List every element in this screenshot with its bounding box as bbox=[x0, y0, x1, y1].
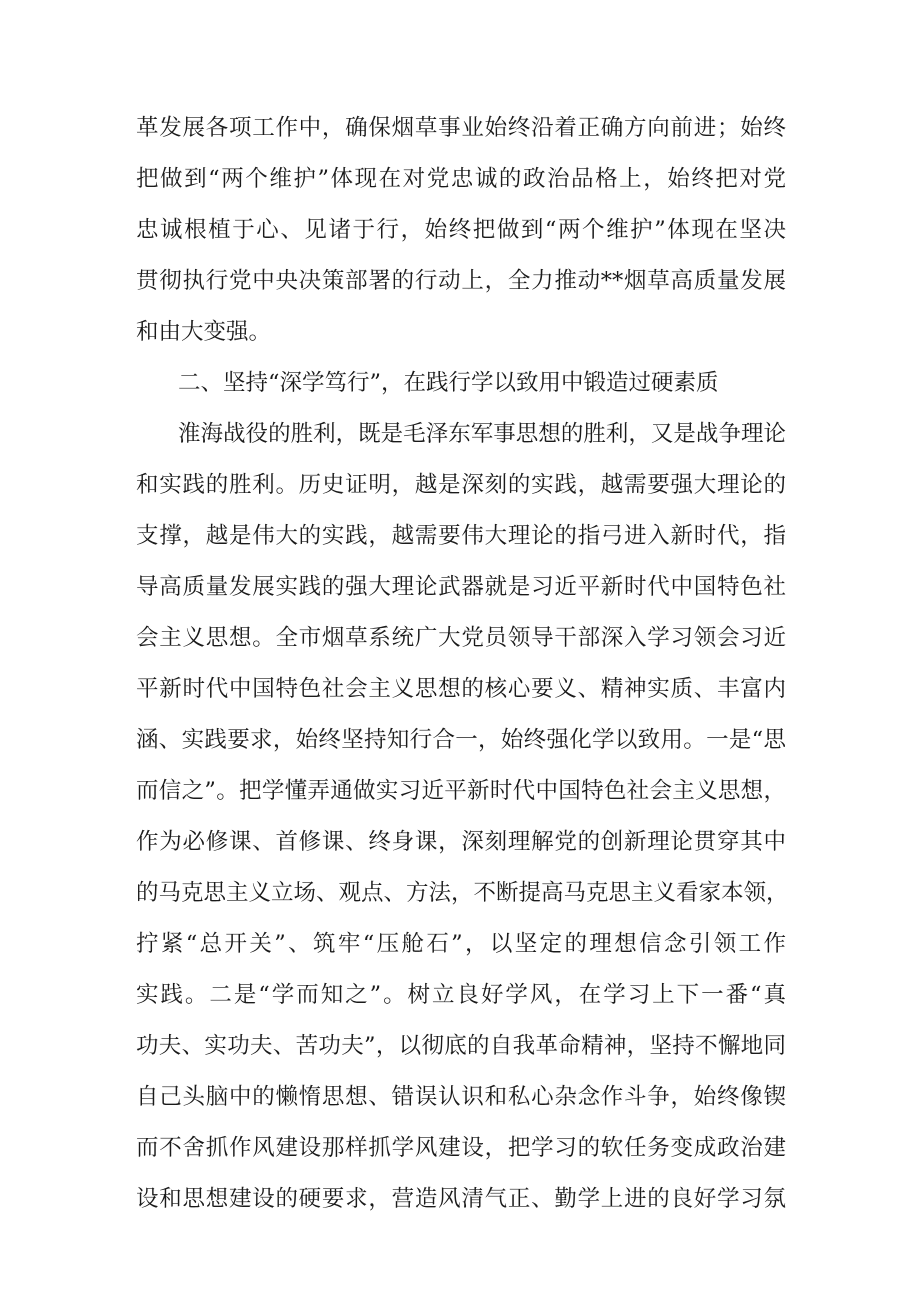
paragraph-2-line-13: 功夫、实功夫、苦功夫”，以彻底的自我革命精神，坚持不懈地同 bbox=[136, 1033, 786, 1059]
paragraph-2-line-2: 和实践的胜利。历史证明，越是深刻的实践，越需要强大理论的 bbox=[136, 472, 786, 498]
paragraph-1-line-1: 革发展各项工作中，确保烟草事业始终沿着正确方向前进；始终 bbox=[136, 115, 786, 141]
paragraph-2-line-15: 而不舍抓作风建设那样抓学风建设，把学习的软任务变成政治建 bbox=[136, 1135, 786, 1161]
paragraph-1-line-5: 和由大变强。 bbox=[136, 319, 272, 345]
paragraph-2-line-6: 平新时代中国特色社会主义思想的核心要义、精神实质、丰富内 bbox=[136, 676, 786, 702]
paragraph-2-line-4: 导高质量发展实践的强大理论武器就是习近平新时代中国特色社 bbox=[136, 574, 786, 600]
paragraph-2-line-7: 涵、实践要求，始终坚持知行合一，始终强化学以致用。一是“思 bbox=[136, 727, 786, 753]
paragraph-2-line-12: 实践。二是“学而知之”。树立良好学风，在学习上下一番“真 bbox=[136, 982, 786, 1008]
paragraph-1-line-2: 把做到“两个维护”体现在对党忠诚的政治品格上，始终把对党 bbox=[136, 166, 786, 192]
paragraph-2-line-16: 设和思想建设的硬要求，营造风清气正、勤学上进的良好学习氛 bbox=[136, 1186, 786, 1212]
paragraph-1-line-3: 忠诚根植于心、见诸于行，始终把做到“两个维护”体现在坚决 bbox=[136, 217, 786, 243]
paragraph-2-line-9: 作为必修课、首修课、终身课，深刻理解党的创新理论贯穿其中 bbox=[136, 829, 786, 855]
paragraph-2-line-5: 会主义思想。全市烟草系统广大党员领导干部深入学习领会习近 bbox=[136, 625, 786, 651]
paragraph-2-line-1: 淮海战役的胜利，既是毛泽东军事思想的胜利，又是战争理论 bbox=[178, 421, 786, 447]
paragraph-2-line-11: 拧紧“总开关”、筑牢“压舱石”，以坚定的理想信念引领工作 bbox=[136, 931, 786, 957]
paragraph-2-line-8: 而信之”。把学懂弄通做实习近平新时代中国特色社会主义思想， bbox=[136, 778, 786, 804]
paragraph-2-line-14: 自己头脑中的懒惰思想、错误认识和私心杂念作斗争，始终像锲 bbox=[136, 1084, 786, 1110]
paragraph-2-line-3: 支撑，越是伟大的实践，越需要伟大理论的指弓进入新时代，指 bbox=[136, 523, 786, 549]
section-heading: 二、坚持“深学笃行”，在践行学以致用中锻造过硬素质 bbox=[178, 370, 719, 396]
paragraph-1-line-4: 贯彻执行党中央决策部署的行动上，全力推动**烟草高质量发展 bbox=[136, 268, 786, 294]
paragraph-2-line-10: 的马克思主义立场、观点、方法，不断提高马克思主义看家本领， bbox=[136, 880, 789, 906]
